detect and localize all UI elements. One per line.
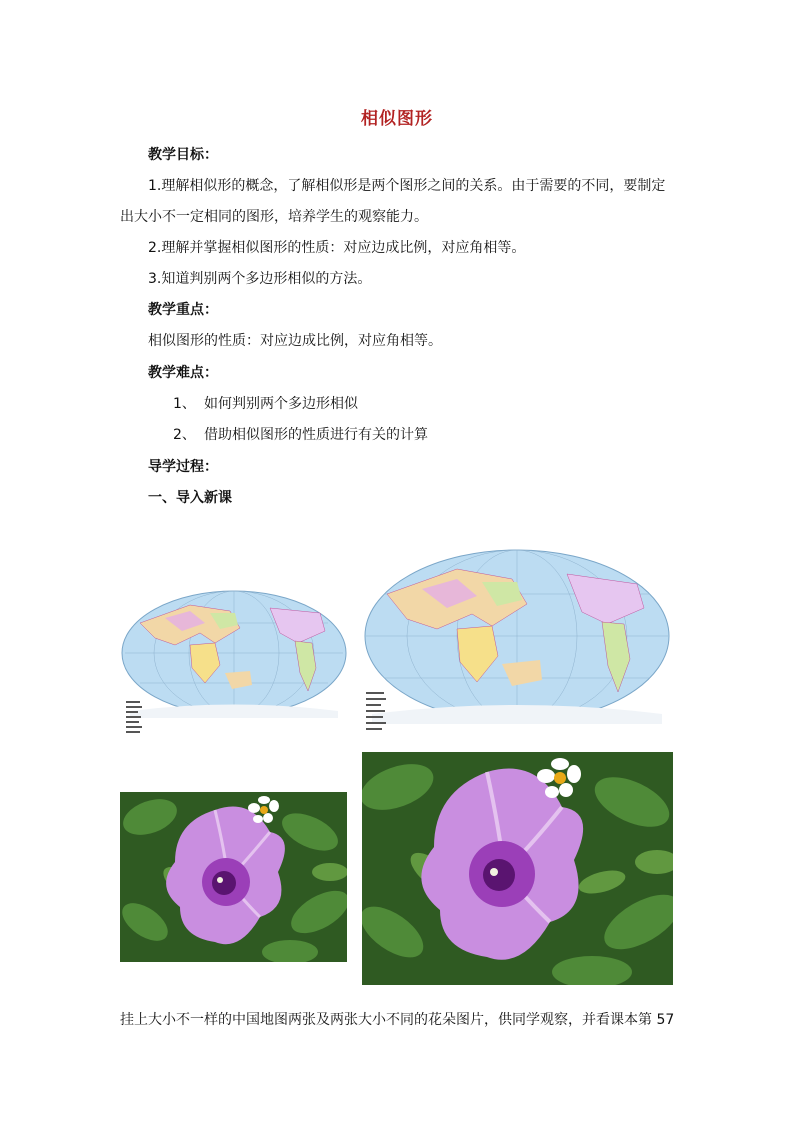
process-heading: 导学过程： bbox=[148, 459, 218, 475]
small-flower-image bbox=[120, 792, 347, 962]
difficulty-1-text: 如何判别两个多边形相似 bbox=[204, 396, 358, 412]
focus-heading: 教学重点： bbox=[148, 302, 218, 318]
large-world-map-image bbox=[362, 544, 673, 736]
focus-text: 相似图形的性质：对应边成比例，对应角相等。 bbox=[148, 333, 442, 349]
difficulty-heading: 教学难点： bbox=[148, 365, 218, 381]
goal-1-line-1: 1.理解相似形的概念，了解相似形是两个图形之间的关系。由于需要的不同，要制定 bbox=[148, 178, 666, 194]
large-flower-image bbox=[362, 752, 673, 985]
goal-3: 3.知道判别两个多边形相似的方法。 bbox=[148, 271, 372, 287]
goal-1-line-2: 出大小不一定相同的图形，培养学生的观察能力。 bbox=[120, 209, 428, 225]
difficulty-1-number: 1、 bbox=[173, 396, 196, 412]
small-world-map-image bbox=[120, 583, 349, 736]
difficulty-2-text: 借助相似图形的性质进行有关的计算 bbox=[204, 427, 428, 443]
document-title: 相似图形 bbox=[361, 109, 433, 129]
goals-heading: 教学目标： bbox=[148, 147, 218, 163]
difficulty-2-number: 2、 bbox=[173, 427, 196, 443]
goal-2: 2.理解并掌握相似图形的性质：对应边成比例，对应角相等。 bbox=[148, 240, 526, 256]
closing-paragraph: 挂上大小不一样的中国地图两张及两张大小不同的花朵图片，供同学观察，并看课本第 57 bbox=[120, 1012, 675, 1028]
section-1-heading: 一、导入新课 bbox=[148, 490, 232, 506]
